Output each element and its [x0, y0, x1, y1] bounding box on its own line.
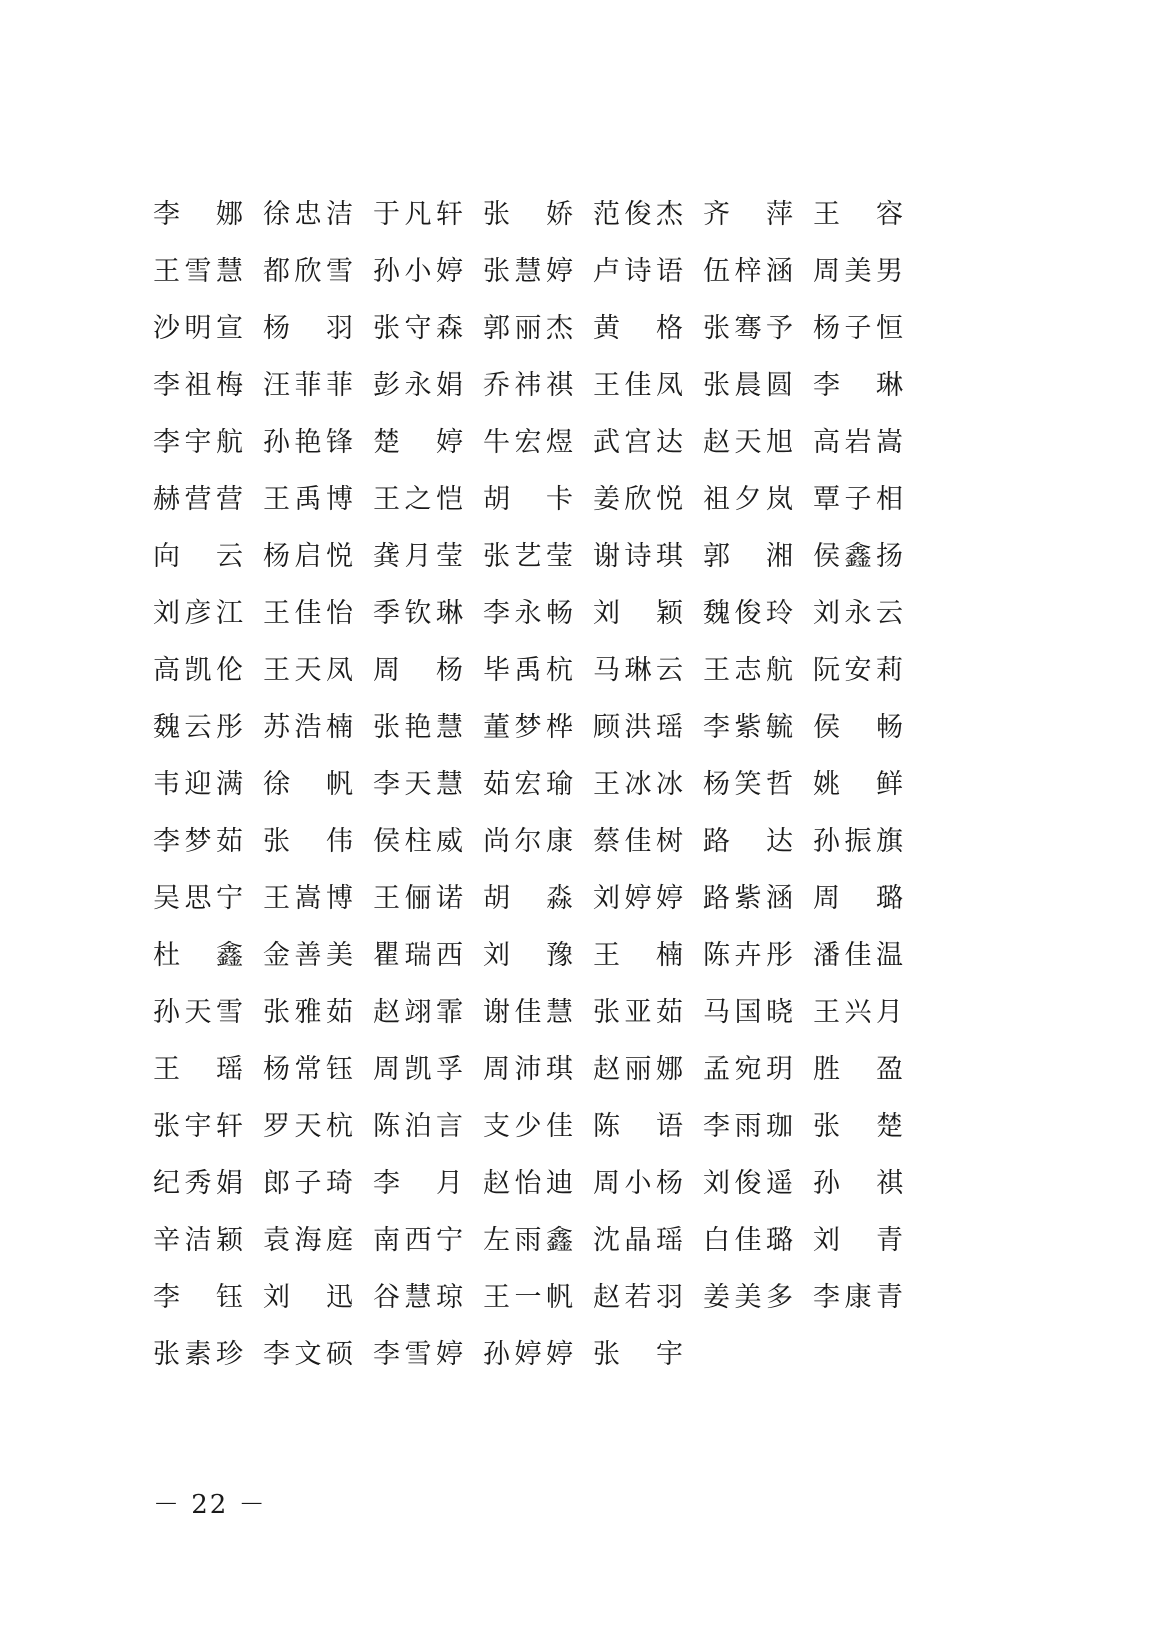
name-row — [153, 1155, 923, 1212]
name-entry: 韦 迎 满 — [153, 769, 243, 800]
name-entry: 魏 云 彤 — [153, 712, 243, 743]
name-entry: 郭 湘 — [703, 541, 793, 572]
name-entry: 张 素 珍 — [153, 1339, 243, 1370]
name-entry: 李 雪 婷 — [373, 1339, 463, 1370]
name-entry: 刘 迅 — [263, 1282, 353, 1313]
name-entry: 李 天 慧 — [373, 769, 463, 800]
name-entry: 李 紫 毓 — [703, 712, 793, 743]
name-entry: 周 美 男 — [813, 256, 903, 287]
name-entry: 武 宫 达 — [593, 427, 683, 458]
name-entry: 都 欣 雪 — [263, 256, 353, 287]
name-entry: 谢 诗 琪 — [593, 541, 683, 572]
name-entry: 张 晨 圆 — [703, 370, 793, 401]
name-entry: 范 俊 杰 — [593, 199, 683, 230]
name-entry: 彭 永 娟 — [373, 370, 463, 401]
name-entry: 吴 思 宁 — [153, 883, 243, 914]
name-entry: 季 钦 琳 — [373, 598, 463, 629]
name-entry: 阮 安 莉 — [813, 655, 903, 686]
name-entry: 周 凯 孚 — [373, 1054, 463, 1085]
name-entry: 杨 笑 哲 — [703, 769, 793, 800]
name-entry: 张 骞 予 — [703, 313, 793, 344]
name-entry: 姚 鲜 — [813, 769, 903, 800]
name-entry: 陈 语 — [593, 1111, 683, 1142]
name-entry: 张 守 森 — [373, 313, 463, 344]
name-row — [153, 243, 923, 300]
name-entry: 牛 宏 煜 — [483, 427, 573, 458]
name-entry: 陈 泊 言 — [373, 1111, 463, 1142]
name-row — [153, 984, 923, 1041]
name-entry: 杜 鑫 — [153, 940, 243, 971]
name-entry: 李 康 青 — [813, 1282, 903, 1313]
name-row — [153, 414, 923, 471]
name-entry: 王 禹 博 — [263, 484, 353, 515]
name-entry: 张 雅 茹 — [263, 997, 353, 1028]
name-entry: 王 俪 诺 — [373, 883, 463, 914]
name-entry: 魏 俊 玲 — [703, 598, 793, 629]
name-entry: 齐 萍 — [703, 199, 793, 230]
name-entry: 龚 月 莹 — [373, 541, 463, 572]
name-entry: 刘 颖 — [593, 598, 683, 629]
name-entry: 王 一 帆 — [483, 1282, 573, 1313]
name-entry: 胜 盈 — [813, 1054, 903, 1085]
name-entry: 覃 子 相 — [813, 484, 903, 515]
name-entry: 刘 俊 遥 — [703, 1168, 793, 1199]
name-entry: 胡 淼 — [483, 883, 573, 914]
name-entry: 李 月 — [373, 1168, 463, 1199]
name-entry: 王 佳 凤 — [593, 370, 683, 401]
name-entry: 王 雪 慧 — [153, 256, 243, 287]
name-entry: 王 楠 — [593, 940, 683, 971]
page-number: － 22 － — [153, 1490, 267, 1520]
name-row — [153, 585, 923, 642]
name-entry: 高 岩 嵩 — [813, 427, 903, 458]
name-entry: 高 凯 伦 — [153, 655, 243, 686]
name-entry: 徐 帆 — [263, 769, 353, 800]
name-row — [153, 1269, 923, 1326]
name-entry: 王 冰 冰 — [593, 769, 683, 800]
name-entry: 姜 欣 悦 — [593, 484, 683, 515]
name-entry: 郭 丽 杰 — [483, 313, 573, 344]
name-list — [153, 186, 923, 1383]
name-row — [153, 300, 923, 357]
name-entry: 苏 浩 楠 — [263, 712, 353, 743]
name-entry: 张 宇 轩 — [153, 1111, 243, 1142]
name-row — [153, 1326, 923, 1383]
name-entry: 瞿 瑞 西 — [373, 940, 463, 971]
name-entry: 卢 诗 语 — [593, 256, 683, 287]
name-entry: 张 宇 — [593, 1339, 683, 1370]
name-entry: 刘 青 — [813, 1225, 903, 1256]
name-entry: 顾 洪 瑶 — [593, 712, 683, 743]
name-entry: 张 艺 莹 — [483, 541, 573, 572]
name-entry: 陈 卉 彤 — [703, 940, 793, 971]
name-row — [153, 756, 923, 813]
name-entry: 赵 怡 迪 — [483, 1168, 573, 1199]
name-entry: 郎 子 琦 — [263, 1168, 353, 1199]
name-entry: 于 凡 轩 — [373, 199, 463, 230]
name-entry: 侯 畅 — [813, 712, 903, 743]
name-row — [153, 813, 923, 870]
name-entry: 赵 丽 娜 — [593, 1054, 683, 1085]
name-row — [153, 642, 923, 699]
name-entry: 李 宇 航 — [153, 427, 243, 458]
name-entry: 茹 宏 瑜 — [483, 769, 573, 800]
name-entry: 罗 天 杭 — [263, 1111, 353, 1142]
name-entry: 李 永 畅 — [483, 598, 573, 629]
name-entry: 马 琳 云 — [593, 655, 683, 686]
name-entry: 王 天 凤 — [263, 655, 353, 686]
name-entry: 路 紫 涵 — [703, 883, 793, 914]
name-entry: 周 沛 琪 — [483, 1054, 573, 1085]
name-entry: 李 文 硕 — [263, 1339, 353, 1370]
name-entry: 蔡 佳 树 — [593, 826, 683, 857]
name-entry: 王 容 — [813, 199, 903, 230]
name-entry: 侯 鑫 扬 — [813, 541, 903, 572]
name-row — [153, 1212, 923, 1269]
name-entry: 王 嵩 博 — [263, 883, 353, 914]
name-entry: 毕 禹 杭 — [483, 655, 573, 686]
name-entry: 杨 子 恒 — [813, 313, 903, 344]
name-entry: 孟 宛 玥 — [703, 1054, 793, 1085]
name-entry: 赵 翊 霏 — [373, 997, 463, 1028]
name-entry: 侯 柱 威 — [373, 826, 463, 857]
name-entry: 杨 启 悦 — [263, 541, 353, 572]
name-entry: 王 志 航 — [703, 655, 793, 686]
name-row — [153, 927, 923, 984]
name-entry: 王 之 恺 — [373, 484, 463, 515]
name-entry: 周 杨 — [373, 655, 463, 686]
name-entry: 王 佳 怡 — [263, 598, 353, 629]
name-entry: 左 雨 鑫 — [483, 1225, 573, 1256]
name-entry: 乔 祎 祺 — [483, 370, 573, 401]
name-row — [153, 357, 923, 414]
name-entry: 王 瑶 — [153, 1054, 243, 1085]
name-entry: 尚 尔 康 — [483, 826, 573, 857]
name-entry: 杨 常 钰 — [263, 1054, 353, 1085]
name-entry: 白 佳 璐 — [703, 1225, 793, 1256]
name-entry: 赫 营 营 — [153, 484, 243, 515]
name-entry: 张 楚 — [813, 1111, 903, 1142]
name-entry: 李 娜 — [153, 199, 243, 230]
name-entry: 张 娇 — [483, 199, 573, 230]
name-entry: 徐 忠 洁 — [263, 199, 353, 230]
name-entry: 袁 海 庭 — [263, 1225, 353, 1256]
name-entry: 李 雨 珈 — [703, 1111, 793, 1142]
name-entry: 孙 祺 — [813, 1168, 903, 1199]
name-entry: 杨 羽 — [263, 313, 353, 344]
name-entry: 孙 艳 锋 — [263, 427, 353, 458]
name-entry: 楚 婷 — [373, 427, 463, 458]
name-entry: 汪 菲 菲 — [263, 370, 353, 401]
name-entry: 孙 小 婷 — [373, 256, 463, 287]
name-entry: 路 达 — [703, 826, 793, 857]
name-entry: 潘 佳 温 — [813, 940, 903, 971]
name-entry: 刘 永 云 — [813, 598, 903, 629]
name-entry: 金 善 美 — [263, 940, 353, 971]
name-entry: 孙 婷 婷 — [483, 1339, 573, 1370]
name-entry: 南 西 宁 — [373, 1225, 463, 1256]
name-row — [153, 870, 923, 927]
name-entry: 纪 秀 娟 — [153, 1168, 243, 1199]
name-entry: 刘 婷 婷 — [593, 883, 683, 914]
name-entry: 孙 振 旗 — [813, 826, 903, 857]
name-entry: 沙 明 宣 — [153, 313, 243, 344]
name-entry: 祖 夕 岚 — [703, 484, 793, 515]
name-entry: 李 梦 茹 — [153, 826, 243, 857]
name-entry: 辛 洁 颖 — [153, 1225, 243, 1256]
name-entry: 刘 彦 江 — [153, 598, 243, 629]
name-entry: 刘 豫 — [483, 940, 573, 971]
name-entry: 姜 美 多 — [703, 1282, 793, 1313]
name-entry: 孙 天 雪 — [153, 997, 243, 1028]
name-entry: 李 琳 — [813, 370, 903, 401]
name-row — [153, 699, 923, 756]
name-entry: 黄 格 — [593, 313, 683, 344]
name-entry: 张 亚 茹 — [593, 997, 683, 1028]
name-entry: 谷 慧 琼 — [373, 1282, 463, 1313]
name-entry: 董 梦 桦 — [483, 712, 573, 743]
name-row — [153, 186, 923, 243]
name-entry: 马 国 晓 — [703, 997, 793, 1028]
name-row — [153, 471, 923, 528]
name-entry: 赵 天 旭 — [703, 427, 793, 458]
name-entry: 谢 佳 慧 — [483, 997, 573, 1028]
name-entry: 张 慧 婷 — [483, 256, 573, 287]
name-entry: 周 璐 — [813, 883, 903, 914]
name-entry: 张 伟 — [263, 826, 353, 857]
name-entry: 周 小 杨 — [593, 1168, 683, 1199]
name-entry: 张 艳 慧 — [373, 712, 463, 743]
name-entry: 向 云 — [153, 541, 243, 572]
name-entry: 李 祖 梅 — [153, 370, 243, 401]
name-entry: 李 钰 — [153, 1282, 243, 1313]
name-entry: 赵 若 羽 — [593, 1282, 683, 1313]
name-row — [153, 1098, 923, 1155]
name-row — [153, 528, 923, 585]
name-entry: 王 兴 月 — [813, 997, 903, 1028]
name-row — [153, 1041, 923, 1098]
name-entry: 支 少 佳 — [483, 1111, 573, 1142]
name-entry: 沈 晶 瑶 — [593, 1225, 683, 1256]
name-entry: 胡 卡 — [483, 484, 573, 515]
name-entry: 伍 梓 涵 — [703, 256, 793, 287]
